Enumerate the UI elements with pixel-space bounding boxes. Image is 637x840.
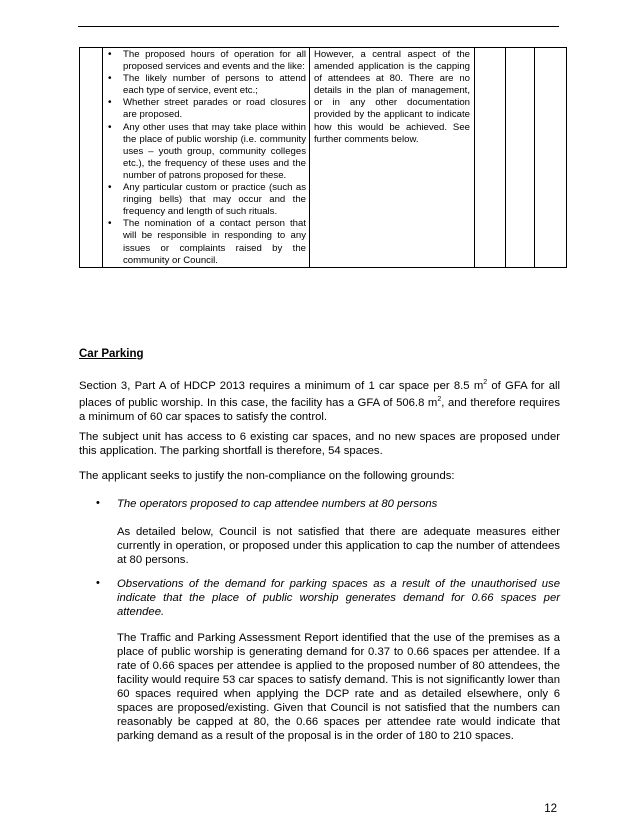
paragraph-shortfall: The subject unit has access to 6 existing car spaces, and no new spaces are proposed under this application. The parking shortfall is therefore, 54 spaces. <box>79 431 560 457</box>
requirements-cell <box>103 48 310 268</box>
comment-cell <box>310 48 475 268</box>
assessment-table <box>79 47 567 268</box>
section-heading: Car Parking <box>79 348 144 360</box>
table-cell-empty <box>80 48 103 268</box>
ground-2-title: Observations of the demand for parking spaces as a result of the unauthorised use indicate that the place of public worship generates demand for 0.66 spaces per attendee. <box>117 578 560 618</box>
list-item: • The likely number of persons to attend each type of service, event etc.; <box>103 73 306 97</box>
ground-1-body: As detailed below, Council is not satisfied that there are adequate measures either currently in operation, or proposed under this application to cap the number of attendees at 80 persons. <box>117 526 560 566</box>
table-row <box>80 48 567 268</box>
paragraph-dcp-requirement: Section 3, Part A of HDCP 2013 requires a minimum of 1 car space per 8.5 $m^2$ of GFA for all places of public worship. In this case, the facility has a GFA of 506.8 $m^2$, and therefore requires a minimum of 60 car spaces to satisfy the control. <box>79 379 560 423</box>
bullet-icon: • <box>96 577 100 589</box>
comment-text: However, a central aspect of the amended application is the capping of attendees at 80. There are no details in the plan of management, or in any other documentation provided by the applicant to indicate how this would be achieved. See further comments below. <box>314 49 470 145</box>
ground-2-body: The Traffic and Parking Assessment Report identified that the use of the premises as a place of public worship is generating demand for 0.37 to 0.66 spaces per attendee. If a rate of 0.66 spaces per attendee is applied to the proposed number of 80 attendees, the facility would require 53 car spaces to satisfy demand. This is not significantly lower than 60 spaces required when applying the DCP rate and as detailed elsewhere, only 6 spaces are proposed/existing. Given that Council is not satisfied that the numbers can reasonably be capped at 80, the 0.66 spaces per attendee rate would indicate that parking demand as a result of the proposal is in the order of 180 to 210 spaces. <box>117 632 560 742</box>
table-cell-empty <box>535 48 567 268</box>
ground-1-title: The operators proposed to cap attendee numbers at 80 persons <box>117 498 438 510</box>
list-item: • Any particular custom or practice (such as ringing bells) that may occur and the frequency and length of such rituals. <box>103 182 306 218</box>
requirements-list <box>103 49 306 267</box>
bullet-icon: • <box>96 497 100 509</box>
list-item: • Whether street parades or road closures are proposed. <box>103 97 306 121</box>
paragraph-grounds-intro: The applicant seeks to justify the non-compliance on the following grounds: <box>79 470 455 482</box>
header-rule <box>78 26 559 27</box>
list-item: • The nomination of a contact person that will be responsible in responding to any issues or complaints raised by the community or Council. <box>103 218 306 266</box>
page-number: 12 <box>544 803 557 815</box>
list-item: • The proposed hours of operation for all proposed services and events and the like: <box>103 49 306 73</box>
table-cell-empty <box>506 48 535 268</box>
list-item: • Any other uses that may take place within the place of public worship (i.e. community uses – youth group, community colleges etc.), the frequency of these uses and the number of patrons proposed for these. <box>103 122 306 182</box>
table-cell-empty <box>475 48 506 268</box>
